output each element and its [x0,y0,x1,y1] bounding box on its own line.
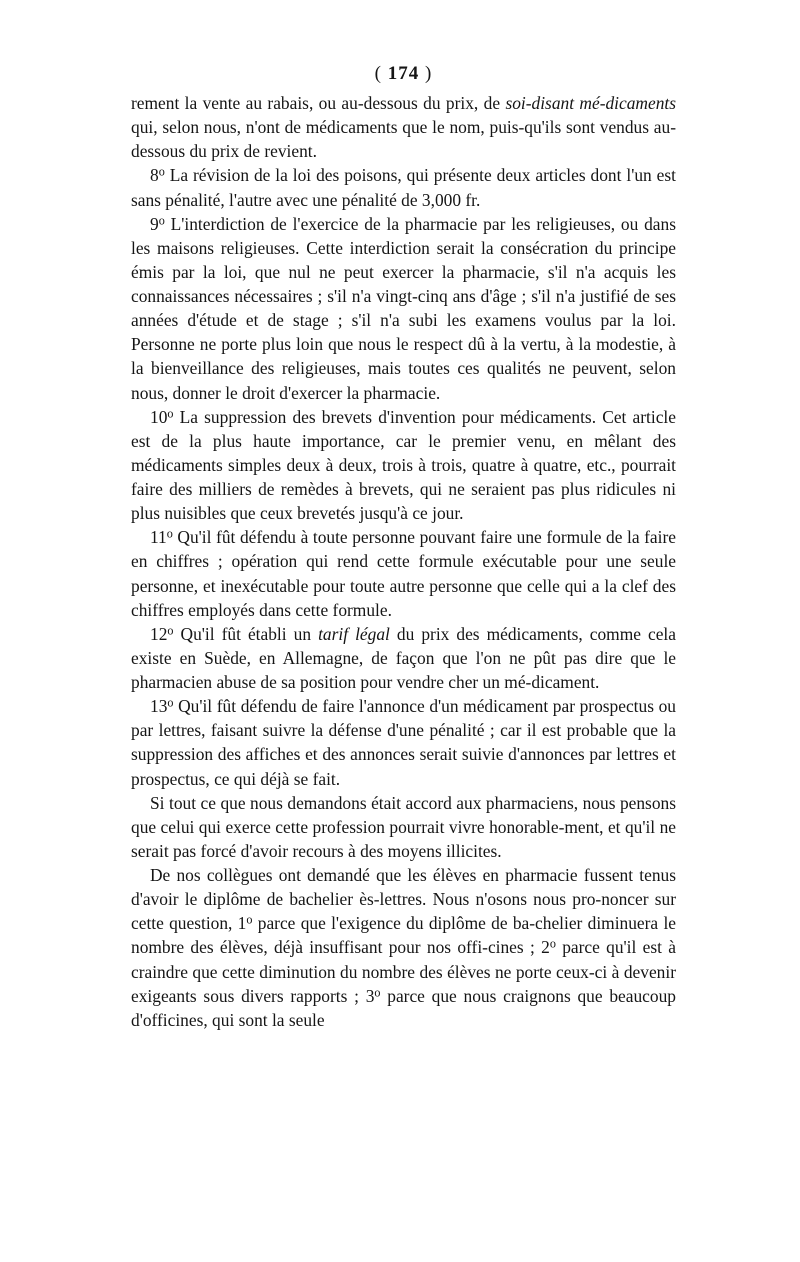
paragraph-item-12: 12$^o$ Qu'il fût établi un tarif légal du prix des médicaments, comme cela existe en Suède, en Allemagne, de façon que l'on ne pût pas dire que le pharmacien abuse de sa position pour vendre cher un mé-dicament. [131,623,676,692]
folio-open-paren: ( [374,63,388,84]
item-number: 8 [150,165,159,186]
paragraph-diploma: De nos collègues ont demandé que les élèves en pharmacie fussent tenus d'avoir le diplôme de bachelier ès-lettres. Nous n'osons nous pro-noncer sur cette question, 1$^o$ parce que l'exigence du diplôme de ba-chelier diminuera le nombre des élèves, déjà insuffisant pour nos offi-cines ; 2$^o$ parce qu'il est à craindre que cette diminution du nombre des élèves ne porte ceux-ci à devenir exigeants sous divers rapports ; 3$^o$ parce que nous craignons que beaucoup d'officines, qui sont la seule [131,865,677,1030]
paragraph-continuation: rement la vente au rabais, ou au-dessous du prix, de soi-disant mé-dicaments qui, selon nous, n'ont de médicaments que le nom, puis-qu'ils sont vendus au-dessous du prix de revient. [131,93,677,162]
page-number: 174 [387,63,420,84]
page-number-header [131,62,676,86]
book-page [131,62,676,1202]
paragraph-item-9: 9$^o$ L'interdiction de l'exercice de la pharmacie par les religieuses, ou dans les maisons religieuses. Cette interdiction serait la consécration du principe émis par la loi, que nul ne peut exercer la pharmacie, s'il n'a acquis les connaissances nécessaires ; s'il n'a vingt-cinq ans d'âge ; s'il n'a justifié de ses années d'étude et de stage ; s'il n'a subi les examens voulus par la loi. Personne ne porte plus loin que nous le respect dû à la vertu, à la modestie, à la bienveillance des religieuses, mais toutes ces qualités ne peuvent, selon nous, donner le droit d'exercer la pharmacie. [131,213,676,403]
paragraph-item-11: 11$^o$ Qu'il fût défendu à toute personne pouvant faire une formule de la faire en chiffres ; opération qui rend cette formule exécutable pour une seule personne, et inexécutable pour toute autre personne que celle qui a la clef des chiffres employés dans cette formule. [131,526,676,620]
item-number: 12 [150,623,168,644]
paragraph-item-8: 8$^o$ La révision de la loi des poisons, qui présente deux articles dont l'un est sans pénalité, l'autre avec une pénalité de 3,000 fr. [131,164,676,210]
italic-term: tarif légal [318,623,390,644]
folio-close-paren: ) [419,63,433,84]
paragraph-item-13: 13$^o$ Qu'il fût défendu de faire l'annonce d'un médicament par prospectus ou par lettres, faisant suivre la défense d'une pénalité ; car il est probable que la suppression des affiches et des annonces serait suivie d'annonces par lettres et prospectus, ce qui déjà se fait. [131,695,676,789]
item-number: 11 [150,527,167,548]
item-number: 10 [150,406,168,427]
paragraph-conclusion: Si tout ce que nous demandons était accord aux pharmaciens, nous pensons que celui qui exerce cette profession pourrait vivre honorable-ment, et qu'il ne serait pas forcé d'avoir recours à des moyens illicites. [131,792,676,861]
item-number: 9 [150,213,159,234]
body-text [131,91,676,1032]
item-number: 13 [150,696,168,717]
italic-term: soi-disant mé-dicaments [505,93,677,113]
paragraph-item-10: 10$^o$ La suppression des brevets d'invention pour médicaments. Cet article est de la plus haute importance, car le premier venu, en mêlant des médicaments simples deux à deux, trois à trois, quatre à quatre, etc., pourrait faire des milliers de remèdes à brevets, qui ne seraient pas plus ridicules ni plus nuisibles que ceux brevetés jusqu'à ce jour. [131,406,676,524]
